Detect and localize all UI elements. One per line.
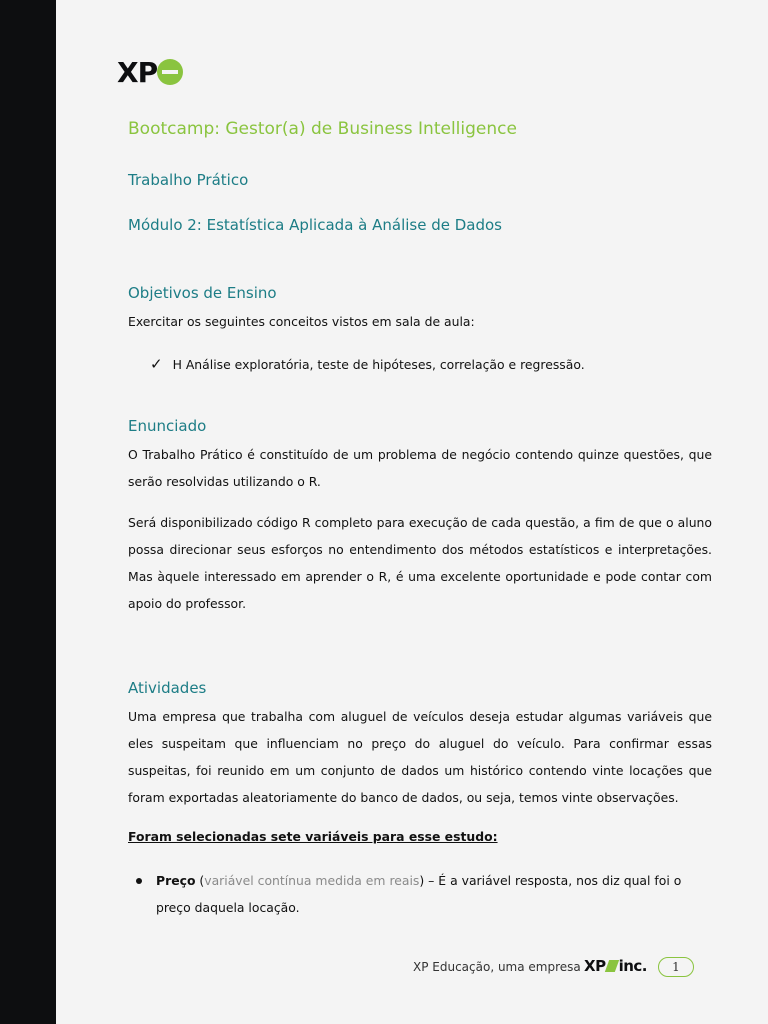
statement-heading: Enunciado	[128, 417, 207, 435]
bullet-dot-icon	[136, 878, 142, 884]
activities-heading: Atividades	[128, 679, 207, 697]
bullet-text	[156, 867, 712, 921]
activities-paragraph: Uma empresa que trabalha com aluguel de veículos deseja estudar algumas variáveis que eles suspeitam que influenciam no preço do aluguel do veículo. Para confirmar essas suspeitas, foi reunido em um conjunto de dados um histórico contendo vinte locações que foram exportadas aleatoriamente do banco de dados, ou seja, temos vinte observações.	[128, 709, 712, 805]
bullet-term: Preço	[156, 873, 196, 888]
variables-subheading: Foram selecionadas sete variáveis para esse estudo:	[128, 829, 498, 844]
xpe-logo	[117, 56, 183, 88]
module-heading: Módulo 2: Estatística Aplicada à Análise de Dados	[128, 216, 502, 234]
objective-item-text: H Análise exploratória, teste de hipóteses, correlação e regressão.	[172, 356, 585, 372]
objectives-heading: Objetivos de Ensino	[128, 284, 277, 302]
footer-text: XP Educação, uma empresa	[413, 960, 581, 974]
xp-inc-logo	[584, 957, 647, 975]
footer-logo-left: XP	[584, 957, 606, 975]
doc-type-heading: Trabalho Prático	[128, 171, 249, 189]
checkmark-icon: ✓	[150, 355, 163, 373]
statement-paragraph-2: Será disponibilizado código R completo para execução de cada questão, a fim de que o aluno possa direcionar seus esforços no entendimento dos métodos estatísticos e interpretações. Mas àquele interessado em aprender o R, é uma excelente oportunidade e pode contar com apoio do professor.	[128, 515, 712, 611]
bullet-description: – É a variável resposta, nos diz qual foi o preço daquela locação.	[156, 873, 682, 915]
bullet-note: variável contínua medida em reais	[204, 873, 420, 888]
objectives-intro: Exercitar os seguintes conceitos vistos em sala de aula:	[128, 314, 475, 329]
footer-logo-right: inc.	[618, 957, 647, 975]
course-title: Bootcamp: Gestor(a) de Business Intelligence	[128, 119, 517, 139]
logo-slash-mark	[604, 960, 618, 972]
page-number-badge: 1	[658, 957, 694, 977]
logo-text: XP	[117, 55, 158, 89]
bullet-close-paren: )	[419, 873, 425, 888]
document-page	[56, 0, 768, 1024]
objective-item	[150, 355, 585, 373]
left-dark-band	[0, 0, 56, 1024]
list-item	[136, 867, 712, 921]
bullet-open-paren: (	[195, 873, 205, 888]
logo-e-mark	[157, 59, 183, 85]
statement-paragraph-1: O Trabalho Prático é constituído de um problema de negócio contendo quinze questões, que serão resolvidas utilizando o R.	[128, 447, 712, 489]
